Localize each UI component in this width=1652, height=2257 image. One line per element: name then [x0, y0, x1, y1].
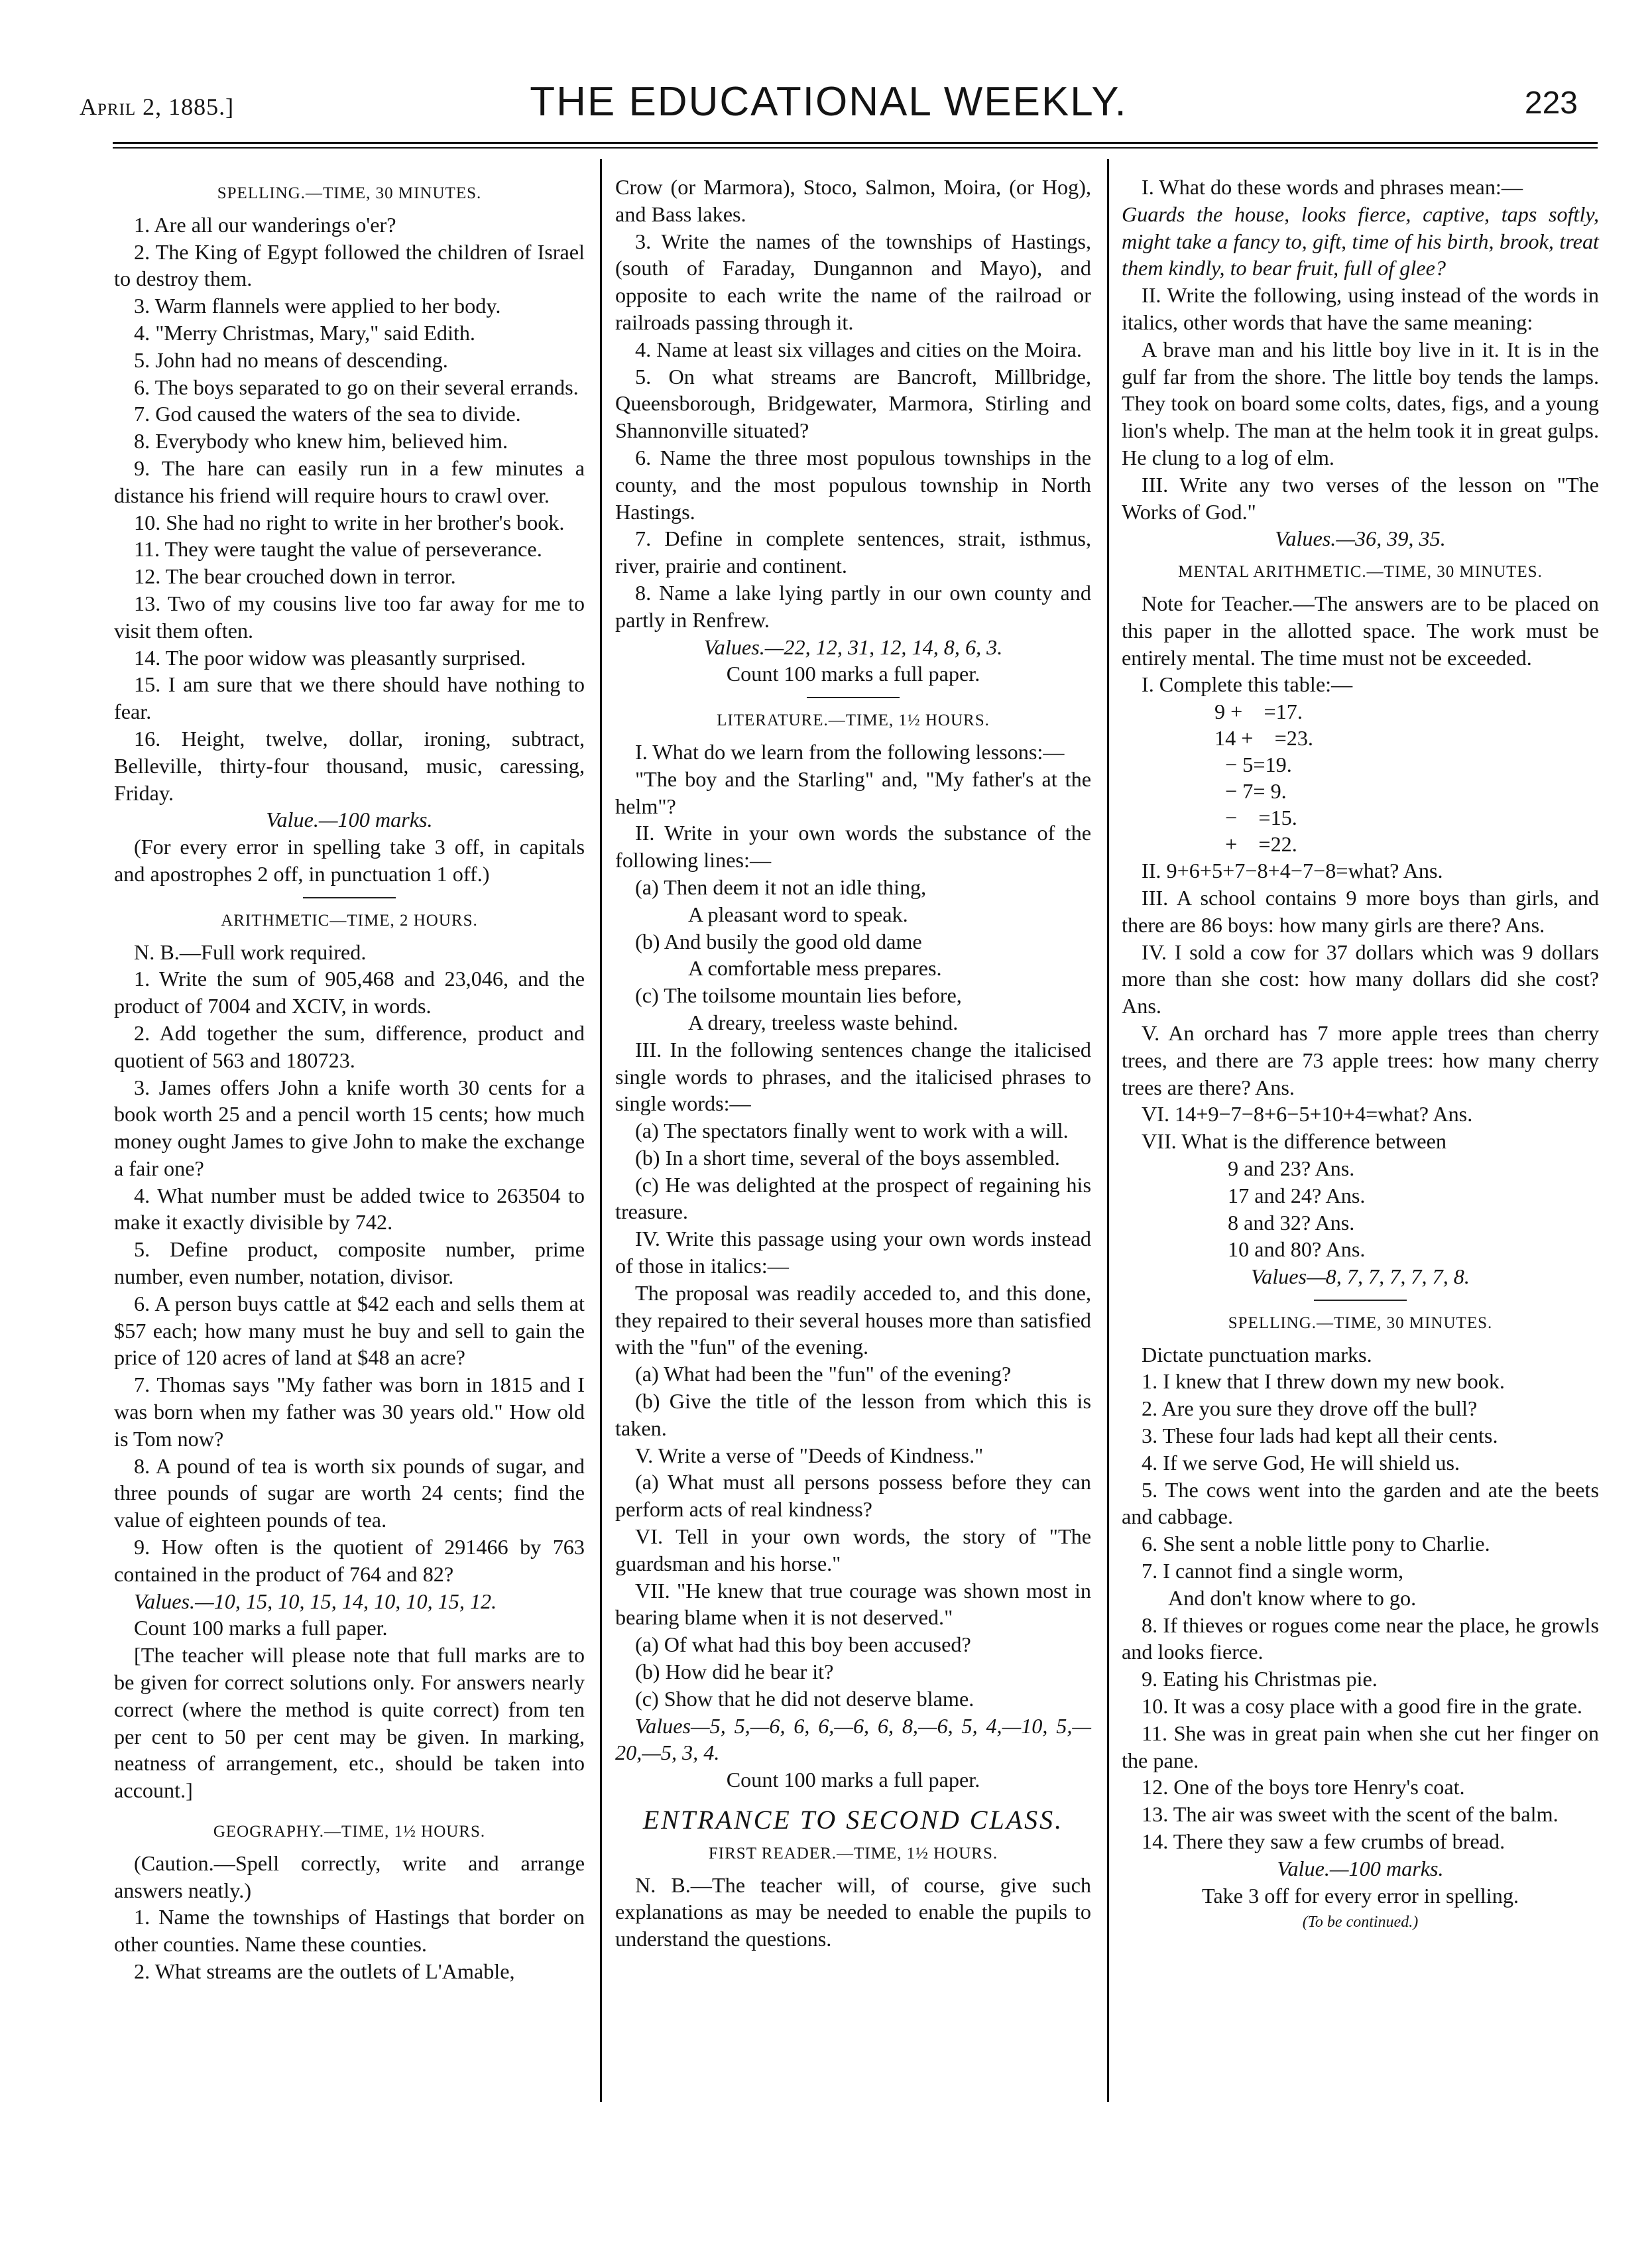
spelling-item: 12. One of the boys tore Henry's coat. — [1142, 1775, 1465, 1799]
literature-count: Count 100 marks a full paper. — [726, 1768, 980, 1792]
poem-line: (c) The toilsome mountain lies before, — [635, 983, 962, 1008]
table-row: − 7= 9. — [1214, 779, 1287, 804]
literature-question: "The boy and the Starling" and, "My father's at the helm"? — [615, 766, 1091, 818]
spelling-item: 11. They were taught the value of perseverance. — [134, 537, 542, 562]
arithmetic-question: 6. A person buys cattle at $42 each and sells them at $57 each; how many must he buy and sell to gain the price of 120 acres of land at $48 an acre? — [114, 1291, 585, 1370]
spelling-list — [114, 212, 585, 807]
spelling-item: 2. The King of Egypt followed the children of Israel to destroy them. — [114, 239, 585, 291]
mental-question: IV. I sold a cow for 37 dollars which was 9 dollars more than she cost: how many dollars did she cost? Ans. — [1122, 940, 1599, 1018]
literature-question: (b) How did he bear it? — [635, 1660, 834, 1684]
spelling-item: 5. The cows went into the garden and ate the beets and cabbage. — [1122, 1477, 1599, 1529]
spelling-item: 4. If we serve God, He will shield us. — [1142, 1450, 1460, 1475]
literature-question: VI. Tell in your own words, the story of "The guardsman and his horse." — [615, 1524, 1091, 1575]
table-row: + =22. — [1214, 832, 1297, 857]
mental-note: Note for Teacher.—The answers are to be placed on this paper in the allotted space. The work must be entirely mental. The time must not be exceeded. — [1122, 591, 1599, 670]
spelling-item: 8. Everybody who knew him, believed him. — [134, 429, 508, 454]
pair-row: 9 and 23? Ans. — [1228, 1156, 1355, 1180]
section-heading-arithmetic: ARITHMETIC—TIME, 2 HOURS. — [221, 911, 478, 930]
spelling-item: 11. She was in great pain when she cut her finger on the pane. — [1122, 1721, 1599, 1772]
literature-question: (a) What had been the "fun" of the evening? — [635, 1362, 1012, 1386]
geography-question-cont: Crow (or Marmora), Stoco, Salmon, Moira, (or Hog), and Bass lakes. — [615, 175, 1091, 226]
arithmetic-question: 3. James offers John a knife worth 30 cents for a book worth 25 and a pencil worth 15 cents; how much money ought James to give John to make the exchange a fair one? — [114, 1075, 585, 1180]
spelling-item: 12. The bear crouched down in terror. — [134, 564, 456, 589]
difference-pairs — [1122, 1155, 1599, 1263]
arithmetic-question: 7. Thomas says "My father was born in 1815 and I was born when my father was 30 years old." How old is Tom now? — [114, 1372, 585, 1451]
section-heading-literature: LITERATURE.—TIME, 1½ HOURS. — [717, 711, 990, 730]
literature-question: V. Write a verse of "Deeds of Kindness." — [635, 1443, 984, 1467]
reader-passage: A brave man and his little boy live in it. It is in the gulf far from the shore. The little boy tends the lamps. They took on board some colts, dates, figs, and a young lion's whelp. The man at the helm took it in great gulps. He clung to a log of elm. — [1122, 337, 1599, 469]
spelling-item: 15. I am sure that we there should have nothing to fear. — [114, 672, 585, 724]
section-heading-mental-arithmetic: MENTAL ARITHMETIC.—TIME, 30 MINUTES. — [1178, 563, 1543, 581]
table-row: − =15. — [1214, 806, 1297, 830]
spelling-item: 4. "Merry Christmas, Mary," said Edith. — [134, 320, 475, 345]
spelling-item: And don't know where to go. — [1168, 1585, 1417, 1610]
spelling-item: 9. Eating his Christmas pie. — [1142, 1667, 1378, 1691]
poem-line: (b) And busily the good old dame — [635, 929, 922, 953]
literature-question: II. Write in your own words the substance of the following lines:— — [615, 821, 1091, 873]
journal-title: THE EDUCATIONAL WEEKLY. — [530, 79, 1128, 125]
spelling-value: Value.—100 marks. — [1277, 1856, 1444, 1880]
geography-question: 4. Name at least six villages and cities on the Moira. — [635, 337, 1082, 361]
spelling-item: 1. I knew that I threw down my new book. — [1142, 1369, 1505, 1394]
issue-date: April 2, 1885.] — [80, 93, 235, 120]
spelling-item: 14. There they saw a few crumbs of bread. — [1142, 1829, 1505, 1854]
arithmetic-note: [The teacher will please note that full marks are to be given for correct solutions only. For answers nearly correct (where the method is quite correct) from ten per cent to 50 per cent may be given. In marking, neatness of arrangement, etc., should be taken into account.] — [114, 1643, 585, 1803]
section-divider — [807, 697, 900, 698]
mental-question: II. 9+6+5+7−8+4−7−8=what? Ans. — [1142, 859, 1443, 883]
geography-question: 1. Name the townships of Hastings that border on other counties. Name these counties. — [114, 1905, 585, 1957]
reader-question: II. Write the following, using instead of the words in italics, other words that have the same meaning: — [1122, 283, 1599, 334]
table-row: − 5=19. — [1214, 753, 1292, 777]
mental-values: Values—8, 7, 7, 7, 7, 7, 8. — [1251, 1264, 1470, 1289]
geography-question: 5. On what streams are Bancroft, Millbridge, Queensborough, Bridgewater, Marmora, Stirling and Shannonville situated? — [615, 364, 1091, 443]
literature-question: (b) Give the title of the lesson from which this is taken. — [615, 1389, 1091, 1440]
poem-line: A dreary, treeless waste behind. — [688, 1010, 959, 1034]
geography-count: Count 100 marks a full paper. — [726, 662, 980, 686]
mental-question: VI. 14+9−7−8+6−5+10+4=what? Ans. — [1142, 1102, 1473, 1127]
column-divider-2 — [1107, 159, 1109, 2102]
pair-row: 8 and 32? Ans. — [1228, 1210, 1355, 1235]
spelling-item: 3. Warm flannels were applied to her body. — [134, 294, 501, 318]
mental-question: III. A school contains 9 more boys than girls, and there are 86 boys: how many girls are there? Ans. — [1122, 885, 1599, 937]
poem-line: A pleasant word to speak. — [688, 902, 908, 926]
reader-values: Values.—36, 39, 35. — [1275, 526, 1446, 551]
column-divider-1 — [600, 159, 602, 2102]
page-number: 223 — [1524, 86, 1578, 121]
geography-question: 3. Write the names of the townships of Hastings, (south of Faraday, Dungannon and Mayo), and opposite to each write the name of the railroad or railroads passing through it. — [615, 229, 1091, 334]
mental-question: VII. What is the difference between — [1142, 1129, 1446, 1154]
section-heading-geography: GEOGRAPHY.—TIME, 1½ HOURS. — [213, 1823, 486, 1841]
spelling-item: 10. It was a cosy place with a good fire in the grate. — [1142, 1694, 1582, 1719]
arithmetic-nb: N. B.—Full work required. — [134, 940, 367, 964]
spelling-note: Dictate punctuation marks. — [1142, 1342, 1372, 1367]
section-divider — [1314, 1300, 1407, 1301]
arithmetic-question: 5. Define product, composite number, prime number, even number, notation, divisor. — [114, 1237, 585, 1289]
literature-question: VII. "He knew that true courage was shown most in bearing blame when it is not deserved." — [615, 1578, 1091, 1630]
spelling-item: 2. Are you sure they drove off the bull? — [1142, 1396, 1478, 1421]
spelling-item: 14. The poor widow was pleasantly surprised. — [134, 645, 526, 670]
literature-question: (a) Of what had this boy been accused? — [635, 1632, 971, 1657]
spelling-item: 1. Are all our wanderings o'er? — [134, 212, 396, 237]
arithmetic-question: 1. Write the sum of 905,468 and 23,046, and the product of 7004 and XCIV, in words. — [114, 967, 585, 1018]
entrance-heading: ENTRANCE TO SECOND CLASS. — [642, 1805, 1064, 1835]
geography-question: 2. What streams are the outlets of L'Amable, — [134, 1959, 515, 1983]
spelling-note: (For every error in spelling take 3 off, in capitals and apostrophes 2 off, in punctuation 1 off.) — [114, 835, 585, 886]
spelling-item: 8. If thieves or rogues come near the place, he growls and looks fierce. — [1122, 1613, 1599, 1664]
literature-question: (c) He was delighted at the prospect of regaining his treasure. — [615, 1172, 1091, 1224]
section-heading-spelling: SPELLING.—TIME, 30 MINUTES. — [1228, 1313, 1493, 1332]
spelling-item: 3. These four lads had kept all their cents. — [1142, 1424, 1498, 1448]
spelling-item: 6. The boys separated to go on their several errands. — [134, 375, 579, 399]
literature-values: Values—5, 5,—6, 6, 6,—6, 6, 8,—6, 5, 4,—10, 5,—20,—5, 3, 4. — [615, 1713, 1091, 1765]
mental-question: I. Complete this table:— — [1142, 672, 1353, 697]
spelling-item: 10. She had no right to write in her brother's book. — [134, 510, 565, 534]
spelling-item: 6. She sent a noble little pony to Charlie. — [1142, 1532, 1490, 1556]
section-divider — [303, 897, 396, 898]
continued-note: (To be continued.) — [1302, 1914, 1419, 1931]
arithmetic-question: 4. What number must be added twice to 263504 to make it exactly divisible by 742. — [114, 1183, 585, 1235]
spelling-item: 13. Two of my cousins live too far away for me to visit them often. — [114, 591, 585, 642]
literature-question: (a) What must all persons possess before they can perform acts of real kindness? — [615, 1470, 1091, 1522]
spelling-item: 5. John had no means of descending. — [134, 347, 448, 372]
geography-list — [615, 228, 1091, 634]
reader-question: I. What do these words and phrases mean:— — [1142, 175, 1523, 199]
arithmetic-count: Count 100 marks a full paper. — [134, 1616, 388, 1640]
spelling-value: Value.—100 marks. — [266, 808, 433, 832]
geography-question: 7. Define in complete sentences, strait, isthmus, river, prairie and continent. — [615, 526, 1091, 578]
poem-line: (a) Then deem it not an idle thing, — [635, 875, 927, 899]
spelling-item: 16. Height, twelve, dollar, ironing, subtract, Belleville, thirty-four thousand, music, caressing, Friday. — [114, 726, 585, 805]
arithmetic-question: 8. A pound of tea is worth six pounds of sugar, and three pounds of sugar are worth 24 cents; find the value of eighteen pounds of tea. — [114, 1453, 585, 1532]
geography-caution: (Caution.—Spell correctly, write and arrange answers neatly.) — [114, 1851, 585, 1902]
table-row: 14 + =23. — [1214, 726, 1313, 751]
arithmetic-list — [114, 965, 585, 1587]
column-1 — [114, 174, 585, 1985]
spelling-item: 13. The air was sweet with the scent of the balm. — [1142, 1802, 1559, 1827]
geography-question: 6. Name the three most populous townships in the county, and the most populous township in North Hastings. — [615, 445, 1091, 524]
column-2 — [615, 174, 1091, 1953]
reader-words: Guards the house, looks fierce, captive, taps softly, might take a fancy to, gift, time of his birth, brook, treat them kindly, to bear fruit, full of glee? — [1122, 202, 1599, 280]
pair-row: 10 and 80? Ans. — [1228, 1237, 1366, 1262]
arithmetic-values: Values.—10, 15, 10, 15, 14, 10, 10, 15, 12. — [134, 1589, 497, 1613]
spelling-item: 7. God caused the waters of the sea to divide. — [134, 402, 521, 426]
arithmetic-question: 9. How often is the quotient of 291466 by 763 contained in the product of 764 and 82? — [114, 1535, 585, 1586]
header-rule-bottom — [113, 147, 1598, 149]
poem-line: A comfortable mess prepares. — [688, 956, 942, 981]
literature-question: I. What do we learn from the following lessons:— — [635, 739, 1065, 764]
mental-table — [1122, 698, 1599, 857]
spelling-item: 7. I cannot find a single worm, — [1142, 1559, 1404, 1583]
geography-question: 8. Name a lake lying partly in our own county and partly in Renfrew. — [615, 580, 1091, 632]
arithmetic-question: 2. Add together the sum, difference, product and quotient of 563 and 180723. — [114, 1020, 585, 1072]
section-heading-spelling: SPELLING.—TIME, 30 MINUTES. — [217, 184, 482, 202]
header-rule-top — [113, 142, 1598, 144]
literature-question: III. In the following sentences change the italicised single words to phrases, and the italicised phrases to single words:— — [615, 1037, 1091, 1116]
literature-question: IV. Write this passage using your own words instead of those in italics:— — [615, 1227, 1091, 1278]
literature-question: (b) In a short time, several of the boys assembled. — [635, 1145, 1060, 1170]
section-heading-first-reader: FIRST READER.—TIME, 1½ HOURS. — [708, 1844, 998, 1862]
geography-values: Values.—22, 12, 31, 12, 14, 8, 6, 3. — [703, 635, 1003, 659]
reader-question: III. Write any two verses of the lesson on "The Works of God." — [1122, 472, 1599, 524]
mental-question: V. An orchard has 7 more apple trees than cherry trees, and there are 73 apple trees: how many cherry trees are there? Ans. — [1122, 1020, 1599, 1099]
column-3 — [1122, 174, 1599, 1936]
literature-question: (c) Show that he did not deserve blame. — [635, 1686, 974, 1711]
first-reader-note: N. B.—The teacher will, of course, give such explanations as may be needed to enable the pupils to understand the questions. — [615, 1872, 1091, 1951]
spelling-item: 9. The hare can easily run in a few minutes a distance his friend will require hours to crawl over. — [114, 456, 585, 507]
literature-passage: The proposal was readily acceded to, and this done, they repaired to their several houses more than satisfied with the "fun" of the evening. — [615, 1280, 1091, 1359]
pair-row: 17 and 24? Ans. — [1228, 1183, 1366, 1207]
spelling-list — [1122, 1368, 1599, 1855]
literature-question: (a) The spectators finally went to work with a will. — [635, 1119, 1069, 1143]
table-row: 9 + =17. — [1214, 700, 1303, 724]
spelling-deduction: Take 3 off for every error in spelling. — [1201, 1883, 1519, 1908]
page-header — [80, 78, 1578, 138]
